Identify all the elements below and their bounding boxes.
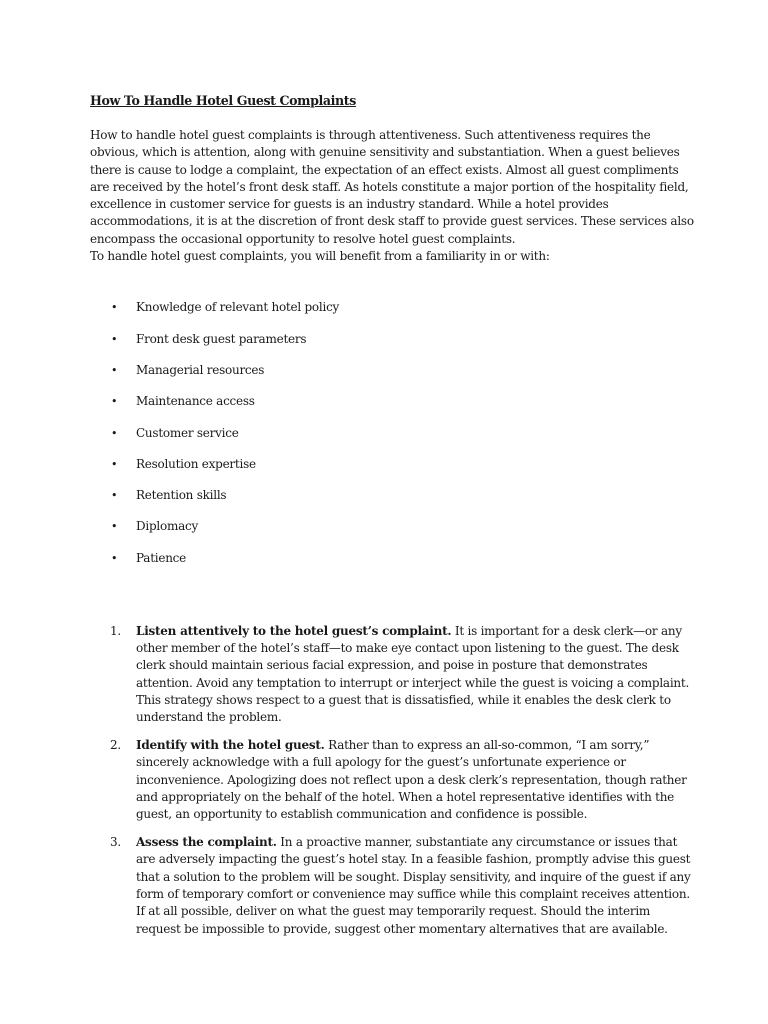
step-body: It is important for a desk clerk—or any other member of the hotel’s staff—to make eye contact upon listening to the guest. The desk clerk should maintain serious facial expression, and poise in posture that demonstrates attention. Avoid any temptation to interrupt or interject while the guest is voicing a complaint. This strategy shows respect to a guest that is dissatisfied, while it enables the desk clerk to understand the problem. xyxy=(136,623,690,725)
numbered-steps-list xyxy=(90,623,698,938)
list-item: • Retention skills xyxy=(111,488,227,503)
bullet-list xyxy=(90,299,698,566)
list-item: • Knowledge of relevant hotel policy xyxy=(111,300,340,315)
bullet-icon: • xyxy=(111,489,118,503)
list-item: • Managerial resources xyxy=(111,362,265,377)
bullet-icon: • xyxy=(111,301,118,315)
step-number: 3. xyxy=(110,835,121,850)
bullet-icon: • xyxy=(111,363,118,377)
step-heading: Listen attentively to the hotel guest’s complaint. xyxy=(136,623,452,638)
step-body: In a proactive manner, substantiate any circumstance or issues that are adversely impacting the guest’s hotel stay. In a feasible fashion, promptly advise this guest that a solution to the problem will be sought. Display sensitivity, and inquire of the guest if any form of temporary comfort or convenience may suffice while this complaint receives attention. If at all possible, deliver on what the guest may temporarily request. Should the interim request be impossible to provide, suggest other momentary alternatives that are available. xyxy=(136,835,691,936)
step-item xyxy=(90,623,698,727)
bullet-icon: • xyxy=(111,332,118,346)
list-item: • Patience xyxy=(111,550,187,565)
step-number: 2. xyxy=(110,738,121,753)
step-item xyxy=(90,834,698,938)
bullet-icon: • xyxy=(111,457,118,471)
step-number: 1. xyxy=(110,623,121,638)
document-title: How To Handle Hotel Guest Complaints xyxy=(90,93,356,108)
step-body: Rather than to express an all-so-common, “I am sorry,” sincerely acknowledge with a full apology for the guest’s unfortunate experience or inconvenience. Apologizing does not reflect upon a desk clerk’s representation, though rather and appropriately on the behalf of the hotel. When a hotel representative identifies with the guest, an opportunity to establish communication and confidence is possible. xyxy=(136,738,687,822)
lead-in-paragraph: To handle hotel guest complaints, you will benefit from a familiarity in or with: xyxy=(90,249,550,264)
bullet-icon: • xyxy=(111,551,118,565)
step-heading: Assess the complaint. xyxy=(136,835,277,850)
list-item: • Resolution expertise xyxy=(111,456,256,471)
bullet-icon: • xyxy=(111,395,118,409)
list-item: • Diplomacy xyxy=(111,519,198,534)
list-item: • Customer service xyxy=(111,425,239,440)
bullet-icon: • xyxy=(111,520,118,534)
step-heading: Identify with the hotel guest. xyxy=(136,738,325,753)
list-item: • Front desk guest parameters xyxy=(111,331,307,346)
step-item xyxy=(90,737,698,823)
list-item: • Maintenance access xyxy=(111,394,255,409)
intro-paragraph: How to handle hotel guest complaints is through attentiveness. Such attentiveness requires the obvious, which is attention, along with genuine sensitivity and substantiation. When a guest believes there is cause to lodge a complaint, the expectation of an effect exists. Almost all guest compliments are received by the hotel’s front desk staff. As hotels constitute a major portion of the hospitality field, excellence in customer service for guests is an industry standard. While a hotel provides accommodations, it is at the discretion of front desk staff to provide guest services. These services also encompass the occasional opportunity to resolve hotel guest complaints. xyxy=(90,128,694,246)
bullet-icon: • xyxy=(111,426,118,440)
